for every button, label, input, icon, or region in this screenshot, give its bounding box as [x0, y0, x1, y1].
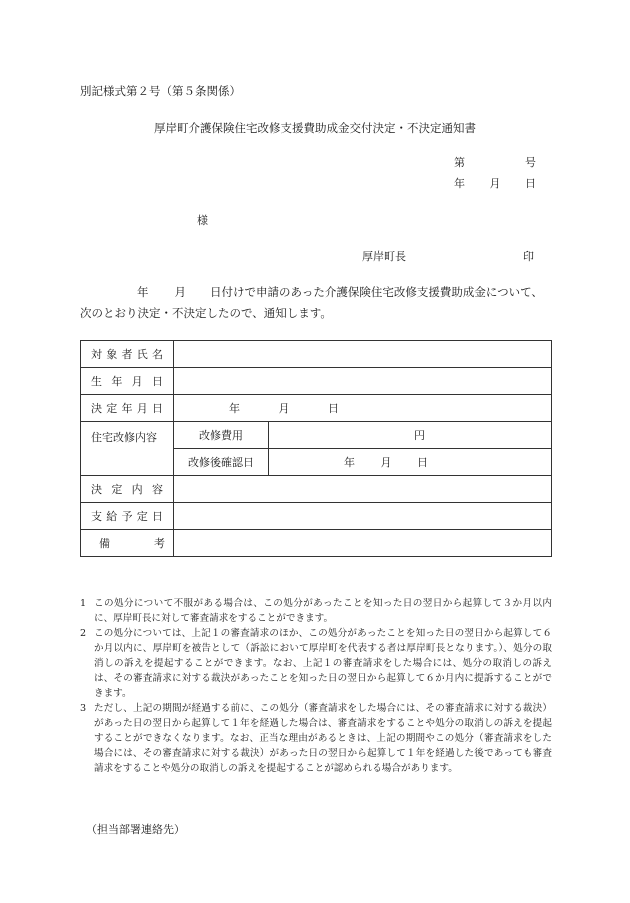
confirm-date-year: 年 [344, 456, 355, 469]
intro-year: 年 [137, 285, 149, 299]
cost-unit: 円 [414, 429, 425, 442]
recipient-suffix: 様 [197, 214, 208, 227]
note-text: この処分については、上記１の審査請求のほか、この処分があったことを知った日の翌日から起算して６か月以内に、厚岸町を被告として（訴訟において厚岸町を代表する者は厚岸町長となります。）、処分の取消しの訴えを提起することができます。なお、上記１の審査請求をした場合には、処分の取消しの訴えは、その審査請求に対する裁決があったことを知った日の翌日から起算して６か月内に提訴することができます。 [94, 628, 552, 699]
note-number: 1 [80, 598, 87, 609]
document-number-line [454, 157, 536, 168]
value-payment-date [174, 503, 552, 530]
date-month: 月 [489, 177, 501, 190]
table-row [81, 395, 552, 422]
value-subject-name [174, 341, 552, 368]
note-item [80, 626, 552, 701]
decision-date-month: 月 [278, 402, 290, 415]
note-text: ただし、上記の期間が経過する前に、この処分（審査請求をした場合には、その審査請求に対する裁決）があった日の翌日から起算して１年を経過した場合は、審査請求をすることや処分の取消しの訴えを提起することができなくなります。なお、正当な理由があるときは、上記の期間やこの処分（審査請求をした場合には、その審査請求に対する裁決）があった日の翌日から起算して１年を経過した後であっても審査請求をすることや処分の取消しの訴えを提起することが認められる場合があります。 [94, 703, 552, 774]
number-suffix: 号 [525, 156, 536, 169]
note-item [80, 596, 552, 626]
value-decision-content [174, 476, 552, 503]
table-row [81, 530, 552, 557]
intro-month: 月 [174, 285, 186, 299]
label-remarks: 備考 [81, 530, 174, 557]
intro-line-2: 次のとおり決定・不決定したので、通知します。 [80, 306, 332, 320]
label-payment-date: 支給予定日 [81, 503, 174, 530]
label-renovation-cost: 改修費用 [174, 422, 269, 449]
decision-date-day: 日 [328, 402, 339, 415]
label-decision-date: 決定年月日 [81, 395, 174, 422]
notes-section [80, 596, 552, 776]
date-day: 日 [525, 177, 536, 190]
note-text: この処分について不服がある場合は、この処分があったことを知った日の翌日から起算して３か月以内に、厚岸町長に対して審査請求をすることができます。 [94, 598, 552, 624]
date-year: 年 [454, 177, 465, 190]
confirm-date-day: 日 [417, 456, 428, 469]
label-renovation: 住宅改修内容 [81, 422, 174, 476]
form-identifier: 別記様式第２号（第５条関係） [80, 84, 241, 98]
document-date-line [454, 178, 536, 189]
table-row [81, 368, 552, 395]
document-title: 厚岸町介護保険住宅改修支援費助成金交付決定・不決定通知書 [154, 121, 476, 135]
table-row [81, 503, 552, 530]
note-item [80, 701, 552, 776]
number-prefix: 第 [454, 156, 465, 169]
contact-department: （担当部署連絡先） [86, 823, 185, 836]
value-confirmation-date [269, 449, 552, 476]
value-renovation-cost [269, 422, 552, 449]
table-row [81, 341, 552, 368]
intro-rest: 日付けで申請のあった介護保険住宅改修支援費助成金について、 [210, 285, 543, 299]
decision-table [80, 340, 552, 557]
seal-mark: 印 [523, 250, 534, 263]
value-birth-date [174, 368, 552, 395]
confirm-date-month: 月 [380, 456, 392, 469]
issuer-name: 厚岸町長 [362, 250, 406, 263]
decision-date-year: 年 [229, 402, 240, 415]
table-row [81, 422, 552, 449]
value-decision-date [174, 395, 552, 422]
value-remarks [174, 530, 552, 557]
label-subject-name: 対象者氏名 [81, 341, 174, 368]
note-number: 2 [80, 628, 87, 639]
label-decision-content: 決定内容 [81, 476, 174, 503]
note-number: 3 [80, 703, 87, 714]
intro-line-1 [137, 287, 543, 299]
label-confirmation-date: 改修後確認日 [174, 449, 269, 476]
label-birth-date: 生年月日 [81, 368, 174, 395]
table-row [81, 476, 552, 503]
